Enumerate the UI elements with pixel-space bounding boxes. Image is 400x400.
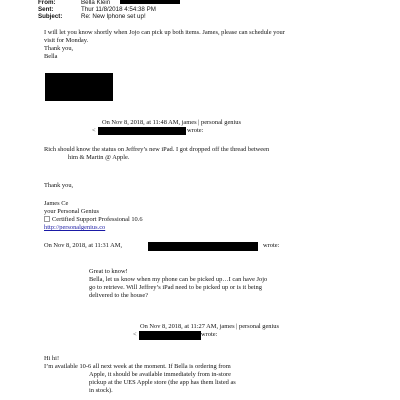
quote2-intro: On Nov 8, 2018, at 11:31 AM, (44, 242, 123, 249)
message3-line2: Bella, let us know when my phone can be picked up…I can have Jojo (89, 276, 268, 283)
signature-cert: Certified Support Professional 10.6 (52, 216, 143, 223)
quote3-wrote: wrote: (201, 331, 218, 338)
sent-label: Sent: (38, 6, 54, 13)
message2-thanks: Thank you, (44, 182, 74, 189)
signature-cert-row (44, 216, 143, 224)
subject-value: Re: New Iphone set up! (81, 13, 146, 20)
quote1-intro: On Nov 8, 2018, at 11:48 AM, james | personal genius (102, 119, 241, 126)
from-value: Bella Klein (81, 0, 111, 6)
message1-thanks: Thank you, (44, 45, 74, 52)
quote3-lt: < (133, 331, 137, 338)
redaction-quote1-email (98, 127, 186, 135)
message4-line5: in stock). (89, 387, 113, 394)
message4-line2: I’m available 10-6 all next week at the moment. If Bella is ordering from (44, 363, 231, 370)
message2-line1: Rich should know the status on Jeffrey’s new iPad. I got dropped off the thread between (44, 146, 270, 153)
redaction-quote2-sender (148, 242, 258, 251)
message1-line2: visit for Monday. (44, 37, 89, 44)
signature-name: James Ce (44, 200, 69, 207)
redaction-signature-block (45, 73, 113, 101)
subject-label: Subject: (38, 13, 63, 20)
quote2-wrote: wrote: (263, 242, 280, 249)
apple-logo-icon (44, 216, 50, 222)
redaction-quote3-email (139, 331, 201, 340)
signature-title: your Personal Genius (44, 208, 100, 215)
message3-line4: delivered to the house? (89, 292, 149, 299)
quote3-intro: On Nov 8, 2018, at 11:27 AM, james | personal genius (140, 323, 279, 330)
message4-line4: pickup at the UES Apple store (the app has them listed as (89, 379, 236, 386)
message3-line1: Great to know! (89, 268, 128, 275)
message4-line3: Apple, it should be available immediately from in-store (89, 371, 231, 378)
sent-value: Thur 11/8/2018 4:54:38 PM (81, 6, 156, 13)
message3-line3: go to retrieve. Will Jeffrey’s iPad need to be picked up or is it being (89, 284, 262, 291)
message2-line2: him & Martin @ Apple. (68, 154, 130, 161)
quote1-lt: < (92, 127, 96, 134)
message1-line1: I will let you know shortly when Jojo can pick up both items. James, please can schedule your (44, 29, 285, 36)
redaction-from-email (120, 0, 180, 4)
message1-name: Bella (44, 53, 58, 60)
message4-line1: Hi hi! (44, 355, 60, 362)
quote1-wrote: wrote: (187, 127, 204, 134)
from-label: From: (38, 0, 56, 6)
signature-link[interactable]: http://personalgenius.co (44, 224, 106, 231)
